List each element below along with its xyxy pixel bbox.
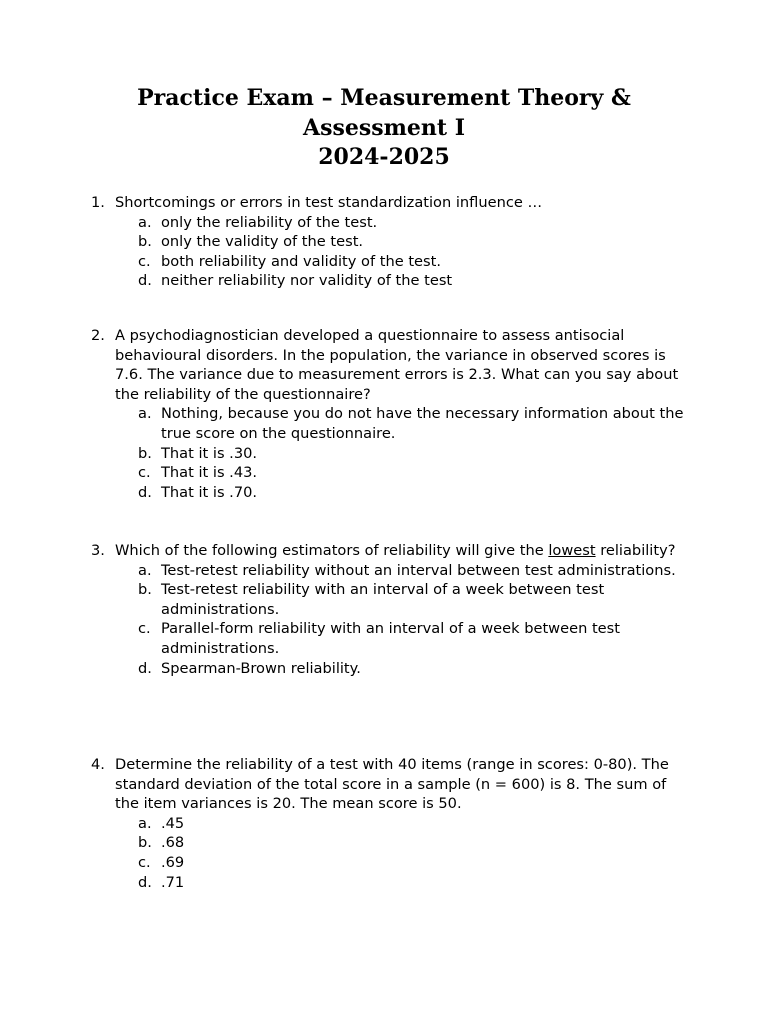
option-text: Test-retest reliability without an interval between test administrations. [161, 561, 676, 579]
option-letter: a. [138, 561, 152, 579]
option-letter: d. [138, 659, 152, 677]
question-number: 3. [91, 542, 105, 559]
option-a [138, 404, 691, 443]
question-text-after: reliability? [595, 542, 676, 559]
option-text: Parallel-form reliability with an interval of a week between test administrations. [161, 620, 620, 657]
option-letter: b. [138, 233, 152, 251]
option-letter: b. [138, 581, 152, 599]
option-text: neither reliability nor validity of the test [161, 272, 453, 290]
option-b [138, 444, 691, 464]
option-letter: b. [138, 834, 152, 852]
exam-title [0, 84, 768, 173]
option-list [138, 561, 691, 679]
option-text: That it is .43. [161, 464, 258, 482]
question-3 [91, 541, 691, 678]
option-b [138, 232, 691, 252]
question-number: 2. [91, 327, 105, 344]
option-c [138, 463, 691, 483]
option-letter: c. [138, 252, 151, 270]
option-a [138, 814, 691, 834]
option-text: .71 [161, 873, 185, 891]
option-letter: a. [138, 213, 152, 231]
option-a [138, 213, 691, 233]
option-letter: d. [138, 272, 152, 290]
option-letter: c. [138, 620, 151, 638]
option-letter: c. [138, 853, 151, 871]
option-text: Nothing, because you do not have the necessary information about the true score on the questionnaire. [161, 405, 684, 442]
title-line-2: Assessment I [303, 114, 465, 141]
option-letter: c. [138, 464, 151, 482]
option-c [138, 853, 691, 873]
option-list [138, 404, 691, 502]
option-text: .69 [161, 853, 185, 871]
option-list [138, 814, 691, 892]
option-b [138, 580, 691, 619]
question-text-before: Which of the following estimators of reliability will give the [115, 542, 549, 559]
option-c [138, 619, 691, 658]
option-letter: b. [138, 444, 152, 462]
option-text: .45 [161, 814, 185, 832]
option-letter: a. [138, 405, 152, 423]
question-2 [91, 326, 691, 502]
option-text: Spearman-Brown reliability. [161, 659, 361, 677]
option-d [138, 659, 691, 679]
option-c [138, 252, 691, 272]
option-b [138, 833, 691, 853]
option-letter: a. [138, 814, 152, 832]
question-text: Shortcomings or errors in test standardization influence … [115, 194, 543, 211]
question-number: 4. [91, 756, 105, 773]
option-text: That it is .30. [161, 444, 258, 462]
option-d [138, 483, 691, 503]
option-text: both reliability and validity of the test. [161, 252, 441, 270]
option-text: That it is .70. [161, 483, 258, 501]
option-text: only the reliability of the test. [161, 213, 378, 231]
question-text: A psychodiagnostician developed a questionnaire to assess antisocial behavioural disorders. In the population, the variance in observed scores is 7.6. The variance due to measurement errors is 2.3. What can you say about the reliability of the questionnaire? [115, 327, 679, 403]
question-number: 1. [91, 194, 105, 211]
option-text: .68 [161, 834, 185, 852]
title-line-3: 2024-2025 [318, 144, 450, 170]
option-d [138, 873, 691, 893]
option-text: only the validity of the test. [161, 233, 364, 251]
question-text: Determine the reliability of a test with 40 items (range in scores: 0-80). The standard deviation of the total score in a sample (n = 600) is 8. The sum of the item variances is 20. The mean score is 50. [115, 756, 669, 813]
option-letter: d. [138, 483, 152, 501]
question-4 [91, 755, 691, 892]
option-d [138, 271, 691, 291]
question-1 [91, 193, 691, 291]
option-letter: d. [138, 873, 152, 891]
option-text: Test-retest reliability with an interval of a week between test administrations. [161, 581, 605, 618]
title-line-1: Practice Exam – Measurement Theory & [137, 85, 631, 111]
option-a [138, 561, 691, 581]
option-list [138, 213, 691, 291]
question-text [115, 541, 691, 561]
question-text-emphasis: lowest [548, 542, 596, 559]
